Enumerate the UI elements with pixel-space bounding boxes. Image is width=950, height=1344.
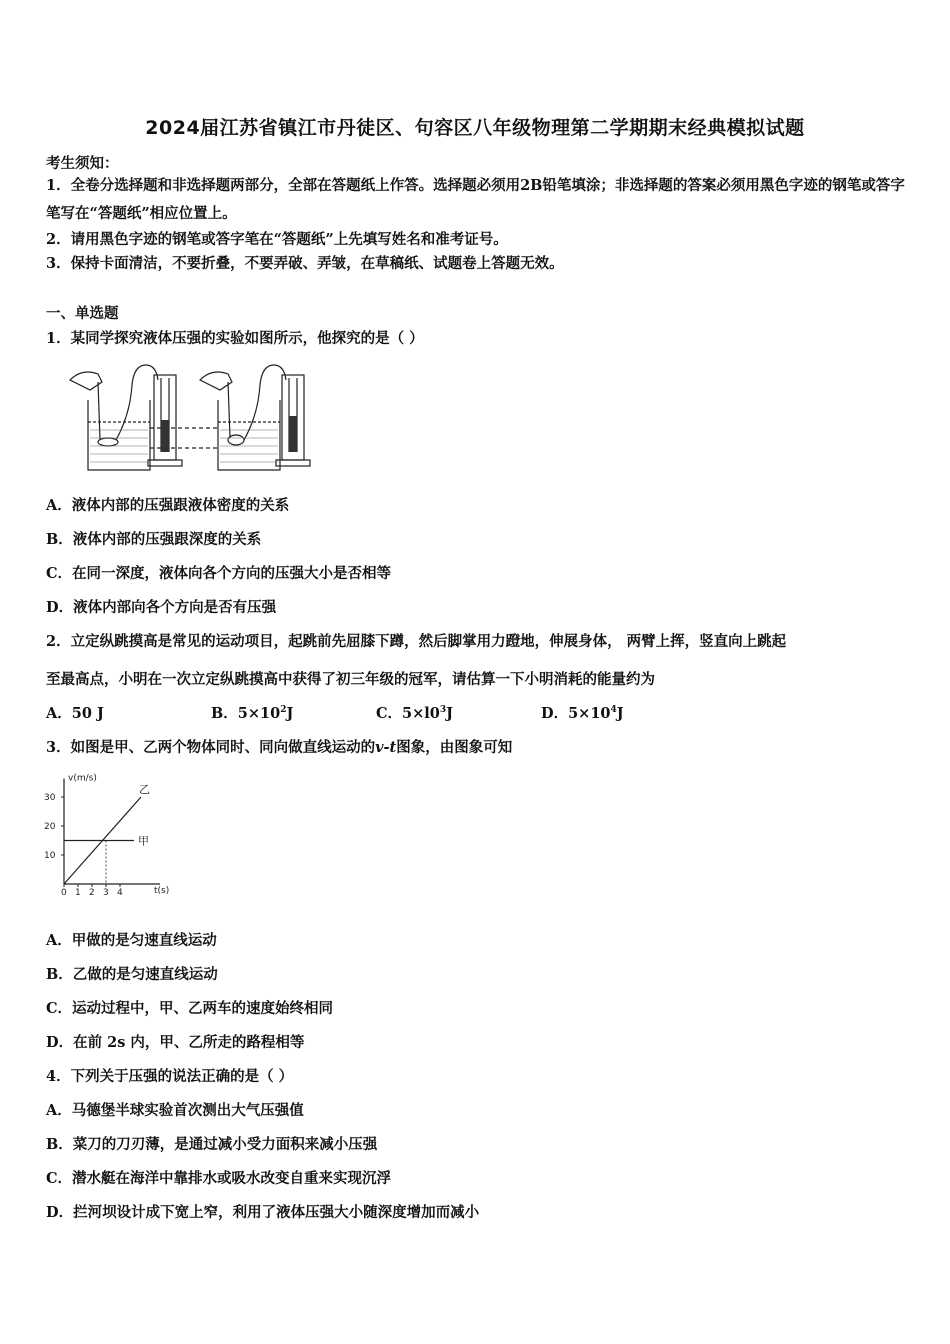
q1-option-b: B．液体内部的压强跟深度的关系: [46, 531, 262, 548]
q3-option-b: B．乙做的是匀速直线运动: [46, 966, 218, 983]
series-label: 乙: [139, 783, 150, 796]
x-axis-label: t(s): [154, 886, 170, 896]
q1-option-c: C．在同一深度，液体向各个方向的压强大小是否相等: [46, 565, 392, 582]
question-3-stem: 3．如图是甲、乙两个物体同时、同向做直线运动的v-t图象，由图象可知: [46, 739, 513, 756]
y-axis-label: v(m/s): [68, 773, 97, 784]
question-2-stem: 2．立定纵跳摸高是常见的运动项目，起跳前先屈膝下蹲，然后脚掌用力蹬地，伸展身体， 两臂上挥，竖直向上跳起: [46, 633, 787, 650]
q3-option-a: A．甲做的是匀速直线运动: [46, 932, 217, 949]
notice-heading: 考生须知：: [46, 155, 119, 172]
page-title: 2024届江苏省镇江市丹徒区、句容区八年级物理第二学期期末经典模拟试题: [145, 117, 805, 139]
x-tick-label: 0: [61, 888, 67, 898]
q4-option-b: B．菜刀的刀刃薄，是通过减小受力面积来减小压强: [46, 1136, 378, 1153]
x-tick-label: 4: [117, 888, 123, 898]
q3-option-c: C．运动过程中，甲、乙两车的速度始终相同: [46, 1000, 334, 1017]
y-tick-label: 10: [44, 851, 56, 861]
x-tick-label: 2: [89, 888, 95, 898]
q1-option-d: D．液体内部向各个方向是否有压强: [46, 599, 277, 616]
notice-item: 3．保持卡面清洁，不要折叠，不要弄破、弄皱，在草稿纸、试题卷上答题无效。: [46, 255, 564, 272]
x-tick-label: 3: [103, 888, 109, 898]
series-label: 甲: [138, 834, 149, 848]
y-tick-label: 30: [44, 793, 56, 803]
q4-option-a: A．马德堡半球实验首次测出大气压强值: [46, 1102, 304, 1119]
y-tick-label: 20: [44, 822, 56, 832]
x-tick-label: 1: [75, 888, 81, 898]
question-2-stem-cont: 至最高点，小明在一次立定纵跳摸高中获得了初三年级的冠军，请估算一下小明消耗的能量约为: [46, 671, 655, 688]
q2-option-d: D．$5\times 10^4J$: [541, 705, 624, 722]
notice-item: 1．全卷分选择题和非选择题两部分，全部在答题纸上作答。选择题必须用2B铅笔填涂；非选择题的答案必须用黑色字迹的钢笔或答字笔写在“答题纸”相应位置上。: [46, 177, 905, 222]
notice-item: 2．请用黑色字迹的钢笔或答字笔在“答题纸”上先填写姓名和准考证号。: [46, 231, 508, 248]
q2-option-c: C．$5\times l0^3J$: [376, 705, 454, 722]
question-1-stem: 1．某同学探究液体压强的实验如图所示，他探究的是（ ）: [46, 330, 424, 347]
q4-option-d: D．拦河坝设计成下宽上窄，利用了液体压强大小随深度增加而减小: [46, 1204, 480, 1221]
q3-option-d: D．在前 2s 内，甲、乙所走的路程相等: [46, 1034, 305, 1051]
q2-options: [46, 702, 624, 723]
q1-option-a: A．液体内部的压强跟液体密度的关系: [46, 497, 290, 514]
question-4-stem: 4．下列关于压强的说法正确的是（ ）: [46, 1068, 294, 1085]
q4-option-c: C．潜水艇在海洋中靠排水或吸水改变自重来实现沉浮: [46, 1170, 392, 1187]
q1-figure: [60, 360, 330, 475]
vt-chart: [40, 768, 210, 898]
q2-option-a: A．50 J: [46, 705, 104, 722]
section-heading: 一、单选题: [46, 305, 119, 322]
q2-option-b: B．$5\times 10^2J$: [211, 705, 294, 722]
